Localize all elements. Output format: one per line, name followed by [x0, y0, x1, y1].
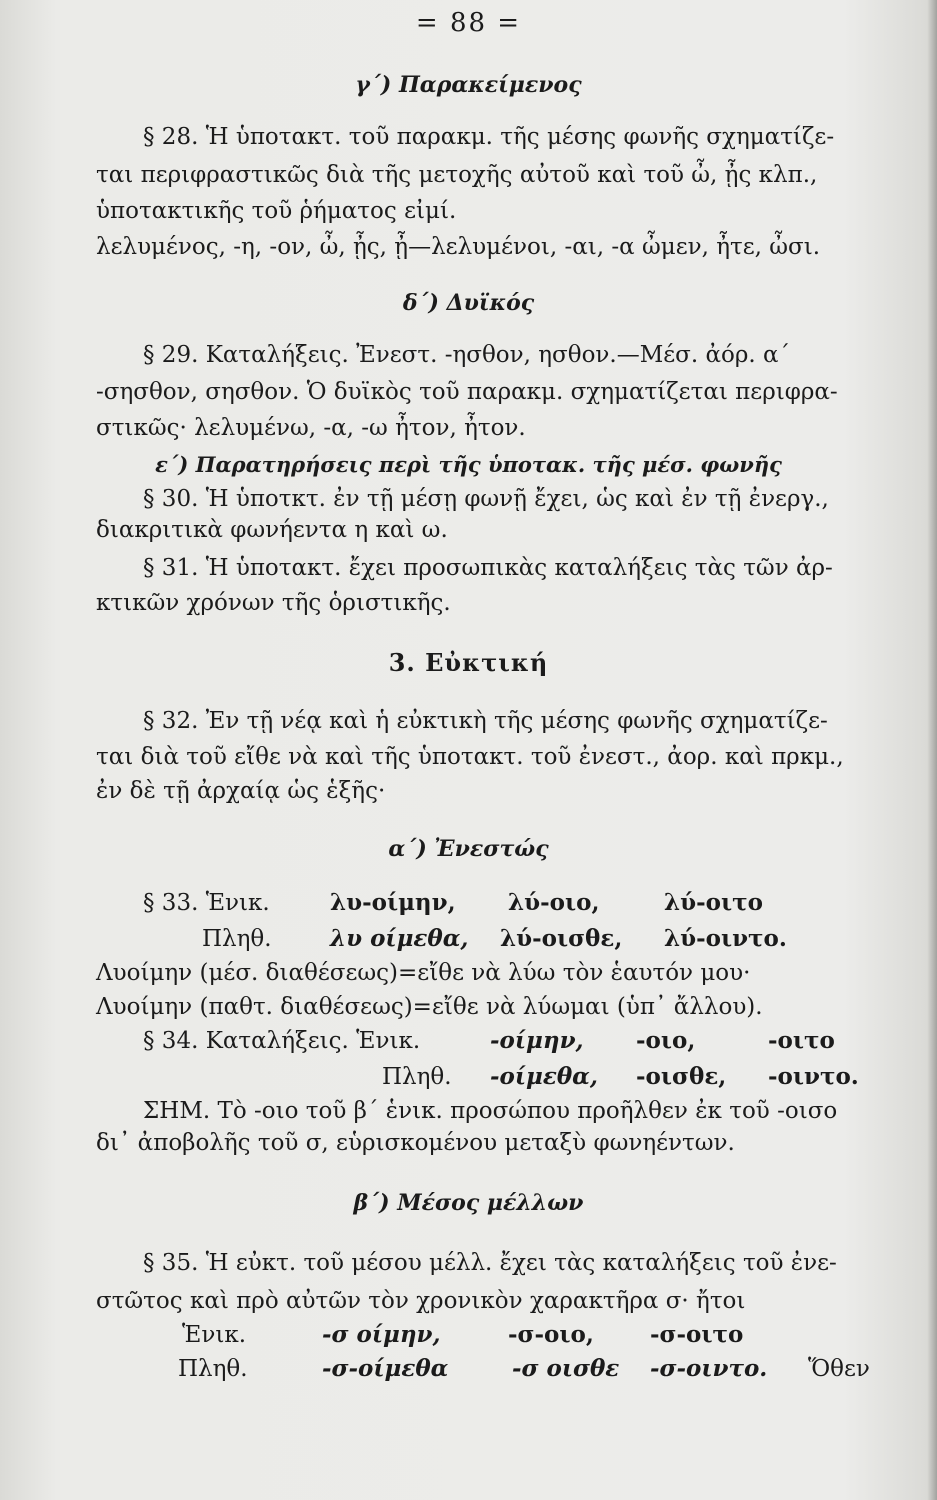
text-line: στῶτος καὶ πρὸ αὐτῶν τὸν χρονικὸν χαρακτῆρα σ· ἤτοι [96, 1288, 746, 1314]
paradigm-label: § 34. Καταλήξεις. Ἑνικ. [143, 1028, 421, 1054]
text-line: διακριτικὰ φωνήεντα η καὶ ω. [96, 517, 448, 543]
paradigm-form: -σ-οιο, [508, 1321, 594, 1348]
paradigm-form: -σ οίμην, [322, 1321, 441, 1348]
page-number: = 88 = [415, 8, 522, 38]
text-line: § 32. Ἐν τῇ νέᾳ καὶ ἡ εὐκτικὴ τῆς μέσης φωνῆς σχηματίζε- [143, 708, 828, 734]
text-line: § 29. Καταλήξεις. Ἐνεστ. -ησθον, ησθον.—Μέσ. ἀόρ. α΄ [143, 342, 791, 368]
heading-optative: 3. Εὐκτική [388, 648, 549, 677]
paradigm-form: λυ-οίμην, [330, 889, 456, 916]
paradigm-label: Πληθ. [202, 926, 272, 952]
text-line: λελυμένος, -η, -ον, ὦ, ᾖς, ᾖ—λελυμένοι, -αι, -α ὦμεν, ἦτε, ὦσι. [96, 234, 821, 260]
paradigm-form: -οίμεθα, [490, 1063, 598, 1090]
heading-dual: δ΄) Δυϊκός [402, 290, 535, 316]
paradigm-form: -σ-οιντο. [650, 1355, 768, 1382]
text-line: § 35. Ἡ εὐκτ. τοῦ μέσου μέλλ. ἔχει τὰς καταλήξεις τοῦ ἐνε- [143, 1250, 837, 1276]
paradigm-label: Πληθ. [178, 1356, 248, 1382]
text-line: δι᾽ ἀποβολῆς τοῦ σ, εὑρισκομένου μεταξὺ φωνηέντων. [96, 1130, 735, 1156]
paradigm-form: -σ οισθε [512, 1355, 620, 1382]
paradigm-form: -οιο, [636, 1027, 696, 1054]
paradigm-label: Ἑνικ. [182, 1322, 247, 1348]
text-line: § 31. Ἡ ὑποτακτ. ἔχει προσωπικὰς καταλήξεις τὰς τῶν ἀρ- [143, 555, 833, 581]
text-line: Λυοίμην (μέσ. διαθέσεως)=εἴθε νὰ λύω τὸν ἑαυτόν μου· [96, 960, 751, 986]
paradigm-form: λύ-οισθε, [500, 925, 623, 952]
text-line: ται διὰ τοῦ εἴθε νὰ καὶ τῆς ὑποτακτ. τοῦ ἐνεστ., ἀορ. καὶ πρκμ., [96, 744, 844, 770]
text-line: Λυοίμην (παθτ. διαθέσεως)=εἴθε νὰ λύωμαι (ὑπ᾽ ἄλλου). [96, 994, 763, 1020]
paradigm-form: -οιντο. [768, 1063, 859, 1090]
paradigm-label: Πληθ. [382, 1064, 452, 1090]
text-line: -σησθον, σησθον. Ὁ δυϊκὸς τοῦ παρακμ. σχηματίζεται περιφρα- [96, 379, 838, 405]
text-line: κτικῶν χρόνων τῆς ὁριστικῆς. [96, 590, 451, 616]
text-line: ἐν δὲ τῇ ἀρχαίᾳ ὡς ἑξῆς· [96, 778, 386, 804]
paradigm-form: -οισθε, [636, 1063, 727, 1090]
heading-observations: ε΄) Παρατηρήσεις περὶ τῆς ὑποτακ. τῆς μέσ. φωνῆς [155, 452, 782, 477]
paradigm-form: λύ-οιντο. [664, 925, 787, 952]
heading-perfect: γ΄) Παρακείμενος [355, 72, 582, 98]
paradigm-label: § 33. Ἑνικ. [143, 890, 270, 916]
heading-present: α΄) Ἐνεστώς [388, 836, 549, 862]
paradigm-form: λυ οίμεθα, [330, 925, 469, 952]
paradigm-form: -οιτο [768, 1027, 835, 1054]
paradigm-form: λύ-οιο, [508, 889, 600, 916]
text-fragment: Ὅθεν [808, 1356, 870, 1382]
paradigm-form: -οίμην, [490, 1027, 584, 1054]
paradigm-form: λύ-οιτο [664, 889, 763, 916]
paradigm-form: -σ-οίμεθα [322, 1355, 449, 1382]
text-line: § 28. Ἡ ὑποτακτ. τοῦ παρακμ. τῆς μέσης φωνῆς σχηματίζε- [143, 124, 835, 150]
heading-future: β΄) Μέσος μέλλων [353, 1190, 584, 1216]
text-line: στικῶς· λελυμένω, -α, -ω ἦτον, ἦτον. [96, 415, 526, 441]
text-line: ὑποτακτικῆς τοῦ ῥήματος εἰμί. [96, 198, 457, 224]
text-line: ται περιφραστικῶς διὰ τῆς μετοχῆς αὐτοῦ καὶ τοῦ ὦ, ᾖς κλπ., [96, 162, 818, 188]
text-line: ΣΗΜ. Τὸ -οιο τοῦ β΄ ἑνικ. προσώπου προῆλθεν ἐκ τοῦ -οισο [143, 1098, 838, 1124]
text-line: § 30. Ἡ ὑποτκτ. ἐν τῇ μέσῃ φωνῇ ἔχει, ὡς καὶ ἐν τῇ ἐνεργ., [143, 486, 829, 512]
paradigm-form: -σ-οιτο [650, 1321, 744, 1348]
